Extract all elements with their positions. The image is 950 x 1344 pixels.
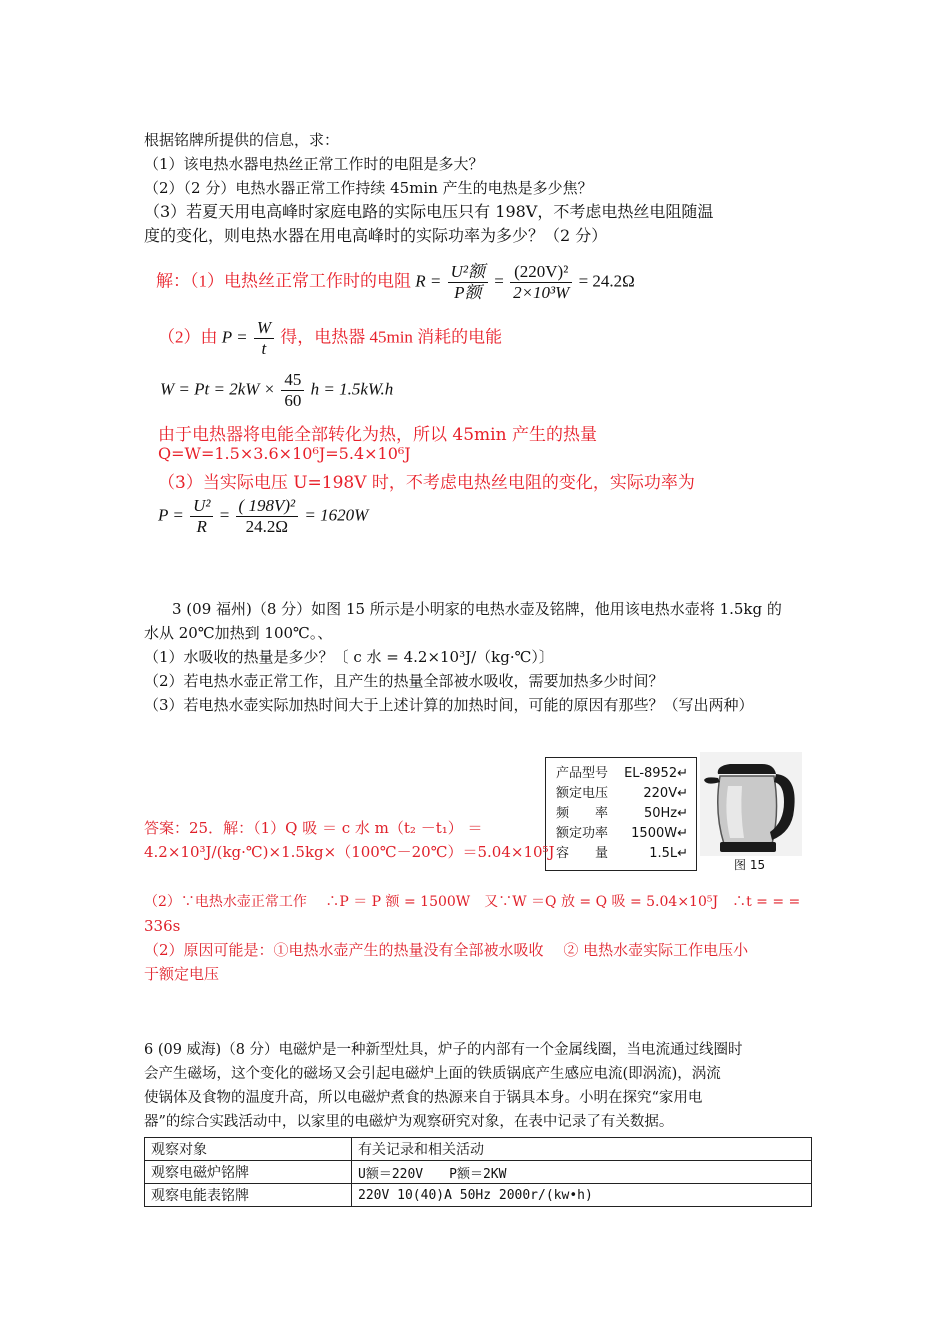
sol1-line3: W = Pt = 2kW × $\frac{45}{60}$ h = 1.5kW.h [160, 370, 394, 410]
table-row [145, 1184, 812, 1207]
table-header-cell: 观察对象 [145, 1138, 352, 1161]
q6-line4: 器”的综合实践活动中，以家里的电磁炉为观察研究对象，在表中记录了有关数据。 [144, 1114, 674, 1130]
nameplate-row: 容 量 1.5L↵ [556, 846, 688, 861]
ans3-line2: 4.2×10³J/(kg·℃)×1.5kg×（100℃－20℃）＝5.04×10⁵J [144, 843, 555, 861]
q1-part3b: 度的变化，则电热水器在用电高峰时的实际功率为多少？（2 分） [144, 226, 608, 245]
q1-part1: （1）该电热水器电热丝正常工作时的电阻是多大？ [144, 155, 484, 173]
nameplate-row: 频 率 50Hz↵ [556, 806, 688, 821]
table-cell: 观察电能表铭牌 [145, 1184, 352, 1207]
nameplate-row: 额定功率 1500W↵ [556, 826, 688, 841]
sol1-line5: Q=W=1.5×3.6×10⁶J=5.4×10⁶J [158, 444, 411, 463]
sol1-line6: （3）当实际电压 U=198V 时，不考虑电热丝电阻的变化，实际功率为 [158, 473, 695, 493]
q1-part3a: （3）若夏天用电高峰时家庭电路的实际电压只有 198V，不考虑电热丝电阻随温 [144, 202, 714, 221]
table-cell: 220V 10(40)A 50Hz 2000r/(kw•h) [352, 1184, 812, 1207]
figure-label: 图 15 [734, 858, 766, 872]
kettle-nameplate [545, 757, 697, 871]
q1-intro: 根据铭牌所提供的信息，求： [144, 131, 340, 149]
ans3-line3: （2）∵电热水壶正常工作 ∴P ＝ P 额 = 1500W 又∵W ＝Q 放 = Q 吸 = 5.04×10⁵J ∴t = = = [144, 894, 801, 910]
table-header-row [145, 1138, 812, 1161]
q6-line1: 6 (09 威海)（8 分）电磁炉是一种新型灶具，炉子的内部有一个金属线圈，当电流通过线圈时 [144, 1042, 743, 1058]
ans3-line6: 于额定电压 [144, 965, 220, 983]
q6-line3: 使锅体及食物的温度升高，所以电磁炉煮食的热源来自于锅具本身。小明在探究“家用电 [144, 1090, 703, 1106]
q3-line5: （3）若电热水壶实际加热时间大于上述计算的加热时间，可能的原因有那些？（写出两种） [144, 696, 754, 714]
table-cell: 观察电磁炉铭牌 [145, 1161, 352, 1184]
sol1-line1: 解：（1）电热丝正常工作时的电阻 R = $\frac{\text{U²额}}{\text{P额}}$ = $\frac{\text{(220V)²}}{\text{2×10³W}}$ = 24.2Ω [156, 262, 635, 302]
nameplate-row: 额定电压 220V↵ [556, 786, 688, 801]
sol1-line4: 由于电热器将电能全部转化为热，所以 45min 产生的热量 [158, 425, 597, 445]
table-cell: U额＝220V P额＝2KW [352, 1161, 812, 1184]
q1-part2: （2）（2 分）电热水器正常工作持续 45min 产生的电热是多少焦？ [144, 179, 593, 197]
sol1-line2: （2）由 P = $\frac{W}{t}$ 得，电热器 45min 消耗的电能 [158, 318, 503, 358]
q3-line2: 水从 20℃加热到 100℃。、 [144, 624, 333, 642]
observation-table [144, 1137, 812, 1207]
ans3-line1: 答案：25．解：（1）Q 吸 ＝ c 水 m（t₂ －t₁） ＝ [144, 819, 483, 837]
kettle-icon [700, 752, 802, 870]
q3-line4: （2）若电热水壶正常工作，且产生的热量全部被水吸收，需要加热多少时间？ [144, 672, 664, 690]
ans3-line4: 336s [144, 917, 181, 935]
q6-line2: 会产生磁场，这个变化的磁场又会引起电磁炉上面的铁质锅底产生感应电流(即涡流)，涡流 [144, 1066, 721, 1082]
ans3-line5: （2）原因可能是：①电热水壶产生的热量没有全部被水吸收 ② 电热水壶实际工作电压小 [144, 941, 749, 959]
table-header-cell: 有关记录和相关活动 [352, 1138, 812, 1161]
q3-line1: 3 (09 福州)（8 分）如图 15 所示是小明家的电热水壶及铭牌，他用该电热水壶将 1.5kg 的 [172, 600, 782, 618]
table-row [145, 1161, 812, 1184]
nameplate-row: 产品型号 EL-8952↵ [556, 766, 688, 781]
kettle-image [700, 752, 802, 870]
sol1-line7: P = $\frac{\text{U²}}{R}$ = $\frac{\text{( 198V)²}}{24.2\Omega}$ = 1620W [158, 496, 369, 536]
q3-line3: （1）水吸收的热量是多少？〔 c 水 = 4.2×10³J/（kg·℃）〕 [144, 648, 554, 666]
